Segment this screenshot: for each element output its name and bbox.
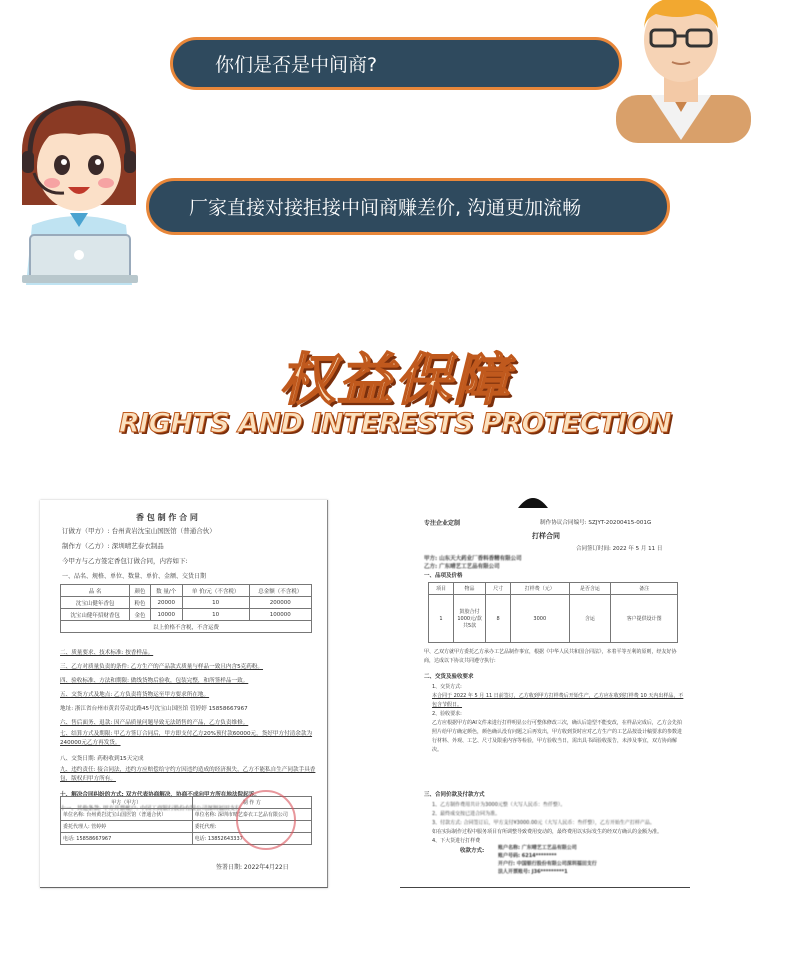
cell: 8	[486, 595, 511, 643]
clause: 六、售后面务、退款: 因产品质量问题导致无法销售的产品，乙方负责维修。	[60, 720, 249, 726]
account-info	[498, 844, 597, 876]
answer-bubble	[146, 178, 670, 235]
clause: 九、违约责任: 接合同法，违约方应赔偿给守约方因违约造成的经济损失，乙方不能私自生产同款手具香包，版权归甲方所有。	[60, 767, 316, 782]
section-3: 三、合同价款及付款方式	[424, 792, 485, 798]
clause: 十、解决合同纠纷的方式: 双方代表协商解决，协商不成向甲方所在地法院起诉。	[60, 792, 260, 798]
col-header: 颜色	[130, 585, 150, 597]
cell: 10	[182, 609, 249, 621]
section-title-en: RIGHTS AND INTERESTS PROTECTION	[118, 408, 672, 439]
clause: 八、交货日期: 药粉收到15天完成	[60, 756, 144, 762]
table-row	[429, 595, 678, 643]
customer-service-avatar	[12, 95, 147, 285]
account-label: 收款方式:	[460, 848, 485, 854]
header-left: 专注企业定制	[424, 520, 461, 527]
cell: 3000	[511, 595, 569, 643]
col-header: 备注	[611, 583, 678, 595]
sign-date: 合同签订时间: 2022 年 5 月 11 日	[576, 546, 663, 552]
table-row	[61, 597, 312, 609]
cell: 金色	[130, 609, 150, 621]
sig-col-a: 甲方（甲方）	[61, 797, 193, 809]
cell: 鼓胶合付1000元/款共5款	[454, 595, 486, 643]
clause: 四、验收标准、方法和期限: 做线货物后验收，包装完整，和所签样品一致。	[60, 678, 249, 684]
clause: 乙方应根据甲方的AI文件来进行打样明显公行可整体修改三次，确认后造型不能变改，在样品完成后，乙方会先拍照片给甲方确定颜色，颜色确认没有问题之后再发出，甲方收到货时应对乙方生产的工艺品按设计稿要求的参数进行材料、外观、工艺、尺寸及限重内容等检验，甲方验收当日，需出具书面验收报告，未涉及事宜，双方协商解决。	[432, 720, 683, 753]
sign-date: 签署日期: 2022年4月22日	[216, 864, 289, 871]
col-header: 物品	[454, 583, 486, 595]
sample-table	[428, 582, 678, 643]
cell: 1	[429, 595, 454, 643]
clause: 1、乙方制作费用共计为3000元整（大写人民币：叁仟整）。	[432, 802, 566, 808]
section-1: 一、品项及价格	[424, 573, 463, 579]
answer-text: 厂家直接对接拒接中间商赚差价, 沟通更加流畅	[189, 197, 582, 219]
contract-document-right	[400, 498, 690, 888]
cell: 10000	[150, 609, 182, 621]
agreement-paragraph: 甲、乙双方就甲方委托乙方承办工艺品制作事宜，根据《中华人民共和国合同法》，本着平等互利的原则，经友好协商，达成以下协议共同遵守执行:	[424, 649, 677, 664]
party-b: 乙方: 广东晴艺工艺品有限公司	[424, 564, 500, 570]
col-header: 尺寸	[486, 583, 511, 595]
question-bubble	[170, 37, 622, 90]
section-title-cn: 权益保障	[279, 348, 511, 413]
contract-number: 制作协议合同编号: SZJYT-20200415-001G	[540, 520, 652, 526]
clause: 1、交货方式:	[432, 684, 462, 690]
clause-list-3	[424, 801, 686, 846]
account-line: 法人开票账号: J36*********1	[498, 869, 568, 875]
clause: 3、付款方式: 合同签订后，甲方支付¥3000.00元（大写人民币：叁仟整），乙方开始生产打样产品。	[432, 820, 655, 826]
clause-list-2	[424, 683, 686, 755]
businessman-avatar	[606, 0, 756, 143]
table-header	[429, 583, 678, 595]
sig-a-rep: 委托代理人: 管婷婷	[61, 821, 193, 833]
company-seal	[236, 790, 296, 850]
doc-title: 香 包 制 作 合 同	[136, 513, 198, 522]
sig-b-tel: 电话: 13852643337	[192, 833, 311, 845]
cell: 含运	[569, 595, 611, 643]
col-header: 打样费（元）	[511, 583, 569, 595]
table-note: 以上价格不含税，不含运费	[61, 621, 312, 633]
cell: 沈宝山健年招财香包	[61, 609, 130, 621]
cell: 客户提供设计图	[611, 595, 678, 643]
party-b: 制作方（乙方）: 深圳晴艺泰衣制品	[62, 542, 164, 550]
cell: 粉色	[130, 597, 150, 609]
clause: 十一、其他条款: 甲方开票帐户: 中国工商银行股份有限公司深圳福田支行	[60, 806, 241, 812]
doc-title: 打样合同	[532, 532, 560, 540]
sig-a-tel: 电话: 15858667967	[61, 833, 193, 845]
col-header: 品 名	[61, 585, 130, 597]
cell: 20000	[150, 597, 182, 609]
col-header: 总金额（不含税）	[249, 585, 311, 597]
section-1: 一、品名、规格、单位、数量、单价、金额、交货日期	[62, 573, 207, 580]
question-text: 你们是否是中间商?	[215, 54, 378, 76]
cell: 沈宝山健年香包	[61, 597, 130, 609]
clause: 如在实际制作过程中服务项目有所调整导致费用变动的，最终费用以实际发生的经双方确认的金额为准。	[432, 829, 663, 835]
clause: 五、交货方式及地点: 乙方负责将货物运至甲方要求所在地。	[60, 692, 210, 698]
clause: 2、最终成交按已进合同为准。	[432, 811, 501, 817]
col-header: 项目	[429, 583, 454, 595]
col-header: 数 量/个	[150, 585, 182, 597]
product-table	[60, 584, 312, 633]
clause: 三、乙方对质量负责的条件: 乙方生产的产品款式质量与样品一致且内含5克药粉。	[60, 664, 264, 670]
table-header	[61, 585, 312, 597]
clause: 4、下大货进行打样费	[432, 838, 481, 844]
clause: 本合同于 2022 年 5 月 11 日前签订，乙方收到甲方打样费后开始生产，乙方应在收到打样费 10 天内出样品，不包含节假日。	[432, 693, 684, 708]
table-row	[61, 609, 312, 621]
section-2: 二、交货及验收要求	[424, 674, 474, 680]
cell: 10	[182, 597, 249, 609]
cell: 100000	[249, 609, 311, 621]
sig-a-name: 单位名称: 台州黄岩沈宝山国医馆（普通合伙）	[61, 809, 193, 821]
clause: 七、结算方式及期限: 甲乙方签订合同后，甲方即支付乙方20%预付款60000元，货好甲方付清余款为240000元乙方再发货。	[60, 731, 313, 746]
sig-col-b: 制 作 方	[192, 797, 311, 809]
col-header: 单 价/元（不含税）	[182, 585, 249, 597]
pen-tip-icon	[518, 498, 548, 508]
contract-document-left	[40, 500, 328, 888]
clause: 地址: 浙江省台州市黄岩劳动北路45号沈宝山国医馆 管婷婷 15858667967	[60, 706, 248, 712]
sig-b-rep: 委托代理:	[192, 821, 311, 833]
account-line: 开户行: 中国银行股份有限公司深圳福田支行	[498, 861, 597, 867]
clause-list	[60, 646, 320, 816]
cell: 200000	[249, 597, 311, 609]
sig-b-name: 单位名称: 深圳市晴艺泰衣工艺品有限公司	[192, 809, 311, 821]
account-line: 账户号码: 6214********	[498, 853, 557, 859]
table-note-row	[61, 621, 312, 633]
clause: 2、验收要求:	[432, 711, 462, 717]
intro: 今甲方与乙方签定香包订做合同，内容如下:	[62, 557, 188, 565]
party-a: 订做方（甲方）: 台州黄岩沈宝山国医馆（普通合伙）	[62, 527, 216, 535]
account-line: 账户名称: 广东晴艺工艺品有限公司	[498, 845, 577, 851]
clause: 二、质量要求、技术标准: 按香样品。	[60, 650, 154, 656]
col-header: 是否含运	[569, 583, 611, 595]
party-a: 甲方: 山东天大药业厂香料香精有限公司	[424, 556, 522, 562]
